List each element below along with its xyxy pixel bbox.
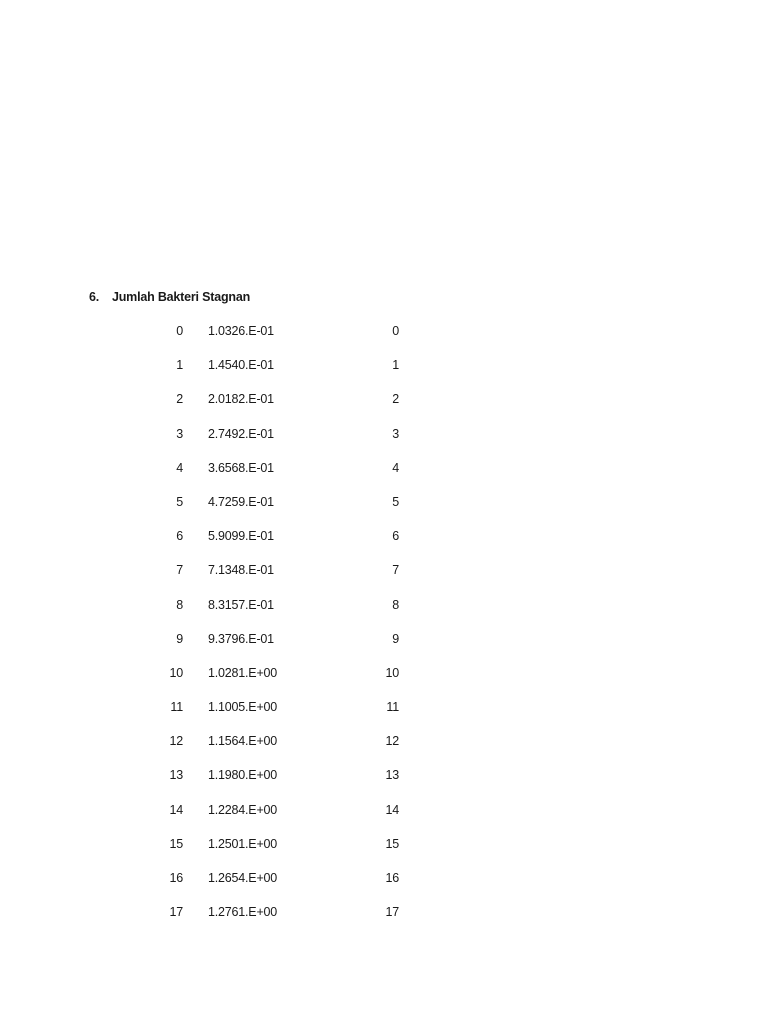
time-index-cell: 9 — [176, 631, 183, 646]
table-row — [0, 863, 768, 897]
time-index-cell: 6 — [176, 529, 183, 544]
time-index-cell: 17 — [169, 905, 183, 920]
section-heading — [89, 290, 250, 304]
section-title: Jumlah Bakteri Stagnan — [112, 290, 251, 304]
value-cell: 2.0182.E-01 — [208, 392, 274, 407]
section-number: 6. — [89, 290, 100, 304]
value-cell: 1.2761.E+00 — [208, 905, 278, 920]
index-cell: 17 — [385, 905, 399, 920]
index-cell: 11 — [386, 700, 399, 715]
data-table — [0, 316, 768, 931]
table-row — [0, 350, 768, 384]
time-index-cell: 16 — [169, 871, 183, 885]
table-row — [0, 521, 768, 555]
index-cell: 5 — [392, 494, 399, 509]
time-index-cell: 3 — [176, 426, 183, 441]
index-cell: 9 — [392, 631, 399, 646]
table-row — [0, 419, 768, 453]
table-row — [0, 760, 768, 794]
table-row — [0, 795, 768, 829]
value-cell: 1.2654.E+00 — [208, 871, 278, 885]
value-cell: 4.7259.E-01 — [208, 494, 274, 509]
index-cell: 10 — [385, 665, 399, 680]
time-index-cell: 0 — [176, 324, 183, 338]
time-index-cell: 12 — [169, 734, 183, 749]
time-index-cell: 8 — [176, 597, 183, 612]
time-index-cell: 7 — [176, 563, 183, 578]
value-cell: 2.7492.E-01 — [208, 426, 274, 441]
index-cell: 15 — [385, 836, 399, 851]
table-row — [0, 726, 768, 760]
table-row — [0, 829, 768, 863]
table-row — [0, 590, 768, 624]
value-cell: 9.3796.E-01 — [208, 631, 274, 646]
index-cell: 16 — [385, 871, 399, 885]
index-cell: 12 — [385, 734, 399, 749]
table-row — [0, 453, 768, 487]
value-cell: 1.0281.E+00 — [208, 665, 278, 680]
table-row — [0, 316, 768, 350]
time-index-cell: 10 — [169, 665, 183, 680]
index-cell: 3 — [392, 426, 399, 441]
time-index-cell: 4 — [176, 460, 183, 475]
table-row — [0, 555, 768, 589]
index-cell: 8 — [392, 597, 399, 612]
value-cell: 1.2284.E+00 — [208, 802, 278, 817]
table-row — [0, 658, 768, 692]
time-index-cell: 14 — [169, 802, 183, 817]
table-row — [0, 624, 768, 658]
time-index-cell: 5 — [176, 494, 183, 509]
index-cell: 7 — [392, 563, 399, 578]
time-index-cell: 15 — [169, 836, 183, 851]
value-cell: 1.0326.E-01 — [208, 324, 274, 338]
index-cell: 2 — [392, 392, 399, 407]
value-cell: 8.3157.E-01 — [208, 597, 274, 612]
value-cell: 5.9099.E-01 — [208, 529, 274, 544]
index-cell: 13 — [385, 768, 399, 783]
value-cell: 1.1005.E+00 — [208, 700, 278, 715]
value-cell: 1.4540.E-01 — [208, 358, 274, 373]
index-cell: 0 — [392, 324, 399, 338]
time-index-cell: 1 — [176, 358, 183, 373]
table-row — [0, 897, 768, 931]
index-cell: 1 — [392, 358, 399, 373]
table-row — [0, 692, 768, 726]
time-index-cell: 11 — [170, 700, 183, 715]
value-cell: 1.1564.E+00 — [208, 734, 278, 749]
value-cell: 3.6568.E-01 — [208, 460, 274, 475]
index-cell: 4 — [392, 460, 399, 475]
index-cell: 6 — [392, 529, 399, 544]
value-cell: 1.2501.E+00 — [208, 836, 278, 851]
table-row — [0, 487, 768, 521]
index-cell: 14 — [385, 802, 399, 817]
value-cell: 1.1980.E+00 — [208, 768, 278, 783]
time-index-cell: 13 — [169, 768, 183, 783]
value-cell: 7.1348.E-01 — [208, 563, 274, 578]
time-index-cell: 2 — [176, 392, 183, 407]
table-row — [0, 384, 768, 418]
